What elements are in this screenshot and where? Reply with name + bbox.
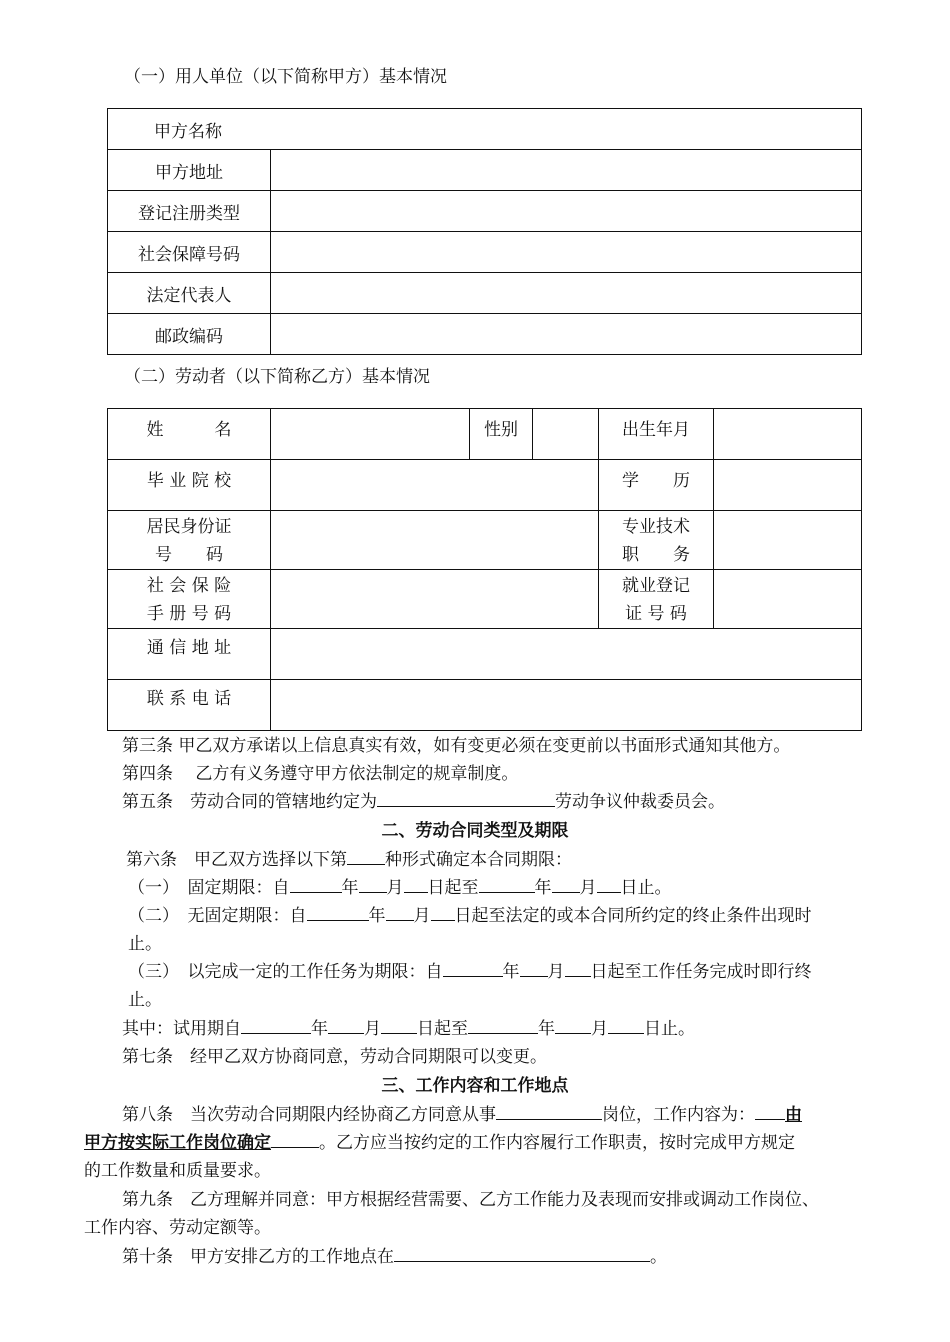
term-2-post: 日起至法定的或本合同所约定的终止条件出现时 <box>454 906 812 926</box>
employment-reg-label-line2: 证 号 码 <box>625 604 687 624</box>
school-field[interactable] <box>271 460 599 511</box>
year-text: 年 <box>341 878 359 898</box>
article-8-pre: 第八条 当次劳动合同期限内经协商乙方同意从事 <box>122 1105 496 1125</box>
social-security-number-field[interactable] <box>271 232 862 273</box>
day-end-text: 日止。 <box>620 878 672 898</box>
registration-type-field[interactable] <box>271 191 862 232</box>
postal-code-label: 邮政编码 <box>108 314 271 355</box>
table-row <box>108 570 862 629</box>
month-text: 月 <box>364 1019 381 1039</box>
phone-field[interactable] <box>271 680 862 731</box>
term-3-continuation: 止。 <box>128 990 162 1010</box>
article-8 <box>122 1101 802 1129</box>
term-1-label: （一） 固定期限：自 <box>128 878 290 898</box>
term-2-continuation: 止。 <box>128 934 162 954</box>
employment-reg-label-line1: 就业登记 <box>622 576 690 596</box>
year-text: 年 <box>534 878 552 898</box>
term-option-2 <box>128 902 812 930</box>
article-3: 第三条 甲乙双方承诺以上信息真实有效，如有变更必须在变更前以书面形式通知其他方。 <box>122 736 791 756</box>
social-security-number-label: 社会保障号码 <box>108 232 271 273</box>
term-3-start-year[interactable] <box>443 958 503 977</box>
year-text: 年 <box>538 1019 555 1039</box>
year-text: 年 <box>368 906 386 926</box>
table-row <box>108 273 862 314</box>
article-4: 第四条 乙方有义务遵守甲方依法制定的规章制度。 <box>122 764 519 784</box>
term-2-start-month[interactable] <box>386 902 414 921</box>
work-content-blank-lead[interactable] <box>755 1101 785 1120</box>
article-6 <box>126 846 572 874</box>
table-row <box>108 232 862 273</box>
term-1-end-month[interactable] <box>552 874 580 893</box>
table-row <box>108 109 862 150</box>
article-9-line1: 第九条 乙方理解并同意：甲方根据经营需要、乙方工作能力及表现而安排或调动工作岗位、 <box>122 1190 819 1210</box>
table-row <box>108 314 862 355</box>
employer-info-table <box>107 108 862 355</box>
term-3-label: （三） 以完成一定的工作任务为期限：自 <box>128 962 443 982</box>
month-text: 月 <box>579 878 597 898</box>
postal-code-field[interactable] <box>271 314 862 355</box>
article-10-post: 。 <box>650 1247 667 1267</box>
article-5-pre: 第五条 劳动合同的管辖地约定为 <box>122 792 377 812</box>
employer-name-label: 甲方名称 <box>154 121 222 142</box>
month-text: 月 <box>413 906 431 926</box>
registration-type-label: 登记注册类型 <box>108 191 271 232</box>
legal-representative-field[interactable] <box>271 273 862 314</box>
day-from-text: 日起至 <box>417 1019 468 1039</box>
table-row <box>108 629 862 680</box>
table-row <box>108 191 862 232</box>
day-end-text: 日止。 <box>644 1019 695 1039</box>
term-1-start-day[interactable] <box>404 874 428 893</box>
name-label: 姓 名 <box>108 409 271 460</box>
term-1-start-year[interactable] <box>290 874 342 893</box>
phone-label: 联 系 电 话 <box>108 680 271 731</box>
work-content-fill-2: 甲方按实际工作岗位确定 <box>84 1133 271 1153</box>
heading-contract-type: 二、劳动合同类型及期限 <box>381 821 569 841</box>
term-option-3 <box>128 958 812 986</box>
term-3-start-month[interactable] <box>520 958 548 977</box>
trial-end-day[interactable] <box>608 1015 644 1034</box>
term-1-end-day[interactable] <box>597 874 621 893</box>
employer-address-field[interactable] <box>271 150 862 191</box>
education-field[interactable] <box>714 460 862 511</box>
school-label: 毕 业 院 校 <box>108 460 271 511</box>
arbitration-location-blank[interactable] <box>377 788 555 807</box>
term-3-post: 日起至工作任务完成时即行终 <box>590 962 812 982</box>
mailing-address-field[interactable] <box>271 629 862 680</box>
id-number-label-line2: 号 码 <box>155 545 223 565</box>
trial-start-year[interactable] <box>241 1015 311 1034</box>
section1-title: （一）用人单位（以下简称甲方）基本情况 <box>124 67 447 87</box>
article-5 <box>122 788 725 816</box>
position-blank[interactable] <box>496 1101 602 1120</box>
term-form-blank[interactable] <box>347 846 385 865</box>
article-10-pre: 第十条 甲方安排乙方的工作地点在 <box>122 1247 394 1267</box>
article-6-post: 种形式确定本合同期限： <box>385 850 572 870</box>
tech-title-label-line1: 专业技术 <box>622 517 690 537</box>
birth-date-label: 出生年月 <box>599 409 714 460</box>
month-text: 月 <box>386 878 404 898</box>
gender-field[interactable] <box>533 409 599 460</box>
table-row <box>108 680 862 731</box>
id-number-field[interactable] <box>271 511 599 570</box>
article-8-post: 。乙方应当按约定的工作内容履行工作职责，按时完成甲方规定 <box>319 1133 795 1153</box>
article-8-line2 <box>84 1129 795 1157</box>
social-insurance-field[interactable] <box>271 570 599 629</box>
trial-start-day[interactable] <box>381 1015 417 1034</box>
day-from-text: 日起至 <box>427 878 479 898</box>
birth-date-field[interactable] <box>714 409 862 460</box>
id-number-label-line1: 居民身份证 <box>146 517 232 537</box>
trial-pre: 其中：试用期自 <box>122 1019 241 1039</box>
article-8-continuation: 的工作数量和质量要求。 <box>84 1161 271 1181</box>
article-5-post: 劳动争议仲裁委员会。 <box>555 792 725 812</box>
article-7: 第七条 经甲乙双方协商同意，劳动合同期限可以变更。 <box>122 1047 547 1067</box>
work-content-blank-tail[interactable] <box>271 1129 319 1148</box>
heading-work-content: 三、工作内容和工作地点 <box>381 1076 569 1096</box>
education-label: 学 历 <box>599 460 714 511</box>
employment-reg-field[interactable] <box>714 570 862 629</box>
trial-end-month[interactable] <box>555 1015 591 1034</box>
table-row <box>108 150 862 191</box>
term-2-start-year[interactable] <box>307 902 369 921</box>
trial-start-month[interactable] <box>328 1015 364 1034</box>
work-content-fill-1: 由 <box>785 1105 802 1125</box>
legal-representative-label: 法定代表人 <box>108 273 271 314</box>
mailing-address-label: 通 信 地 址 <box>108 629 271 680</box>
trial-period <box>122 1015 695 1043</box>
year-text: 年 <box>502 962 520 982</box>
social-insurance-label-line2: 手 册 号 码 <box>146 604 232 624</box>
social-insurance-label-line1: 社 会 保 险 <box>146 576 232 596</box>
table-row <box>108 409 862 460</box>
table-row <box>108 460 862 511</box>
term-option-1 <box>128 874 672 902</box>
trial-end-year[interactable] <box>468 1015 538 1034</box>
article-6-pre: 第六条 甲乙双方选择以下第 <box>126 850 347 870</box>
work-location-blank[interactable] <box>394 1243 650 1262</box>
section2-title: （二）劳动者（以下简称乙方）基本情况 <box>124 367 430 387</box>
article-9-line2: 工作内容、劳动定额等。 <box>84 1218 271 1238</box>
employer-address-label: 甲方地址 <box>108 150 271 191</box>
tech-title-field[interactable] <box>714 511 862 570</box>
table-row <box>108 511 862 570</box>
tech-title-label-line2: 职 务 <box>622 545 690 565</box>
term-1-end-year[interactable] <box>479 874 535 893</box>
article-8-mid: 岗位，工作内容为： <box>602 1105 755 1125</box>
employee-info-table <box>107 408 862 731</box>
term-3-start-day[interactable] <box>565 958 591 977</box>
month-text: 月 <box>547 962 565 982</box>
year-text: 年 <box>311 1019 328 1039</box>
term-2-label: （二） 无固定期限：自 <box>128 906 307 926</box>
term-2-start-day[interactable] <box>431 902 455 921</box>
term-1-start-month[interactable] <box>359 874 387 893</box>
gender-label: 性别 <box>470 409 533 460</box>
article-10 <box>122 1243 667 1271</box>
name-field[interactable] <box>271 409 470 460</box>
month-text: 月 <box>591 1019 608 1039</box>
